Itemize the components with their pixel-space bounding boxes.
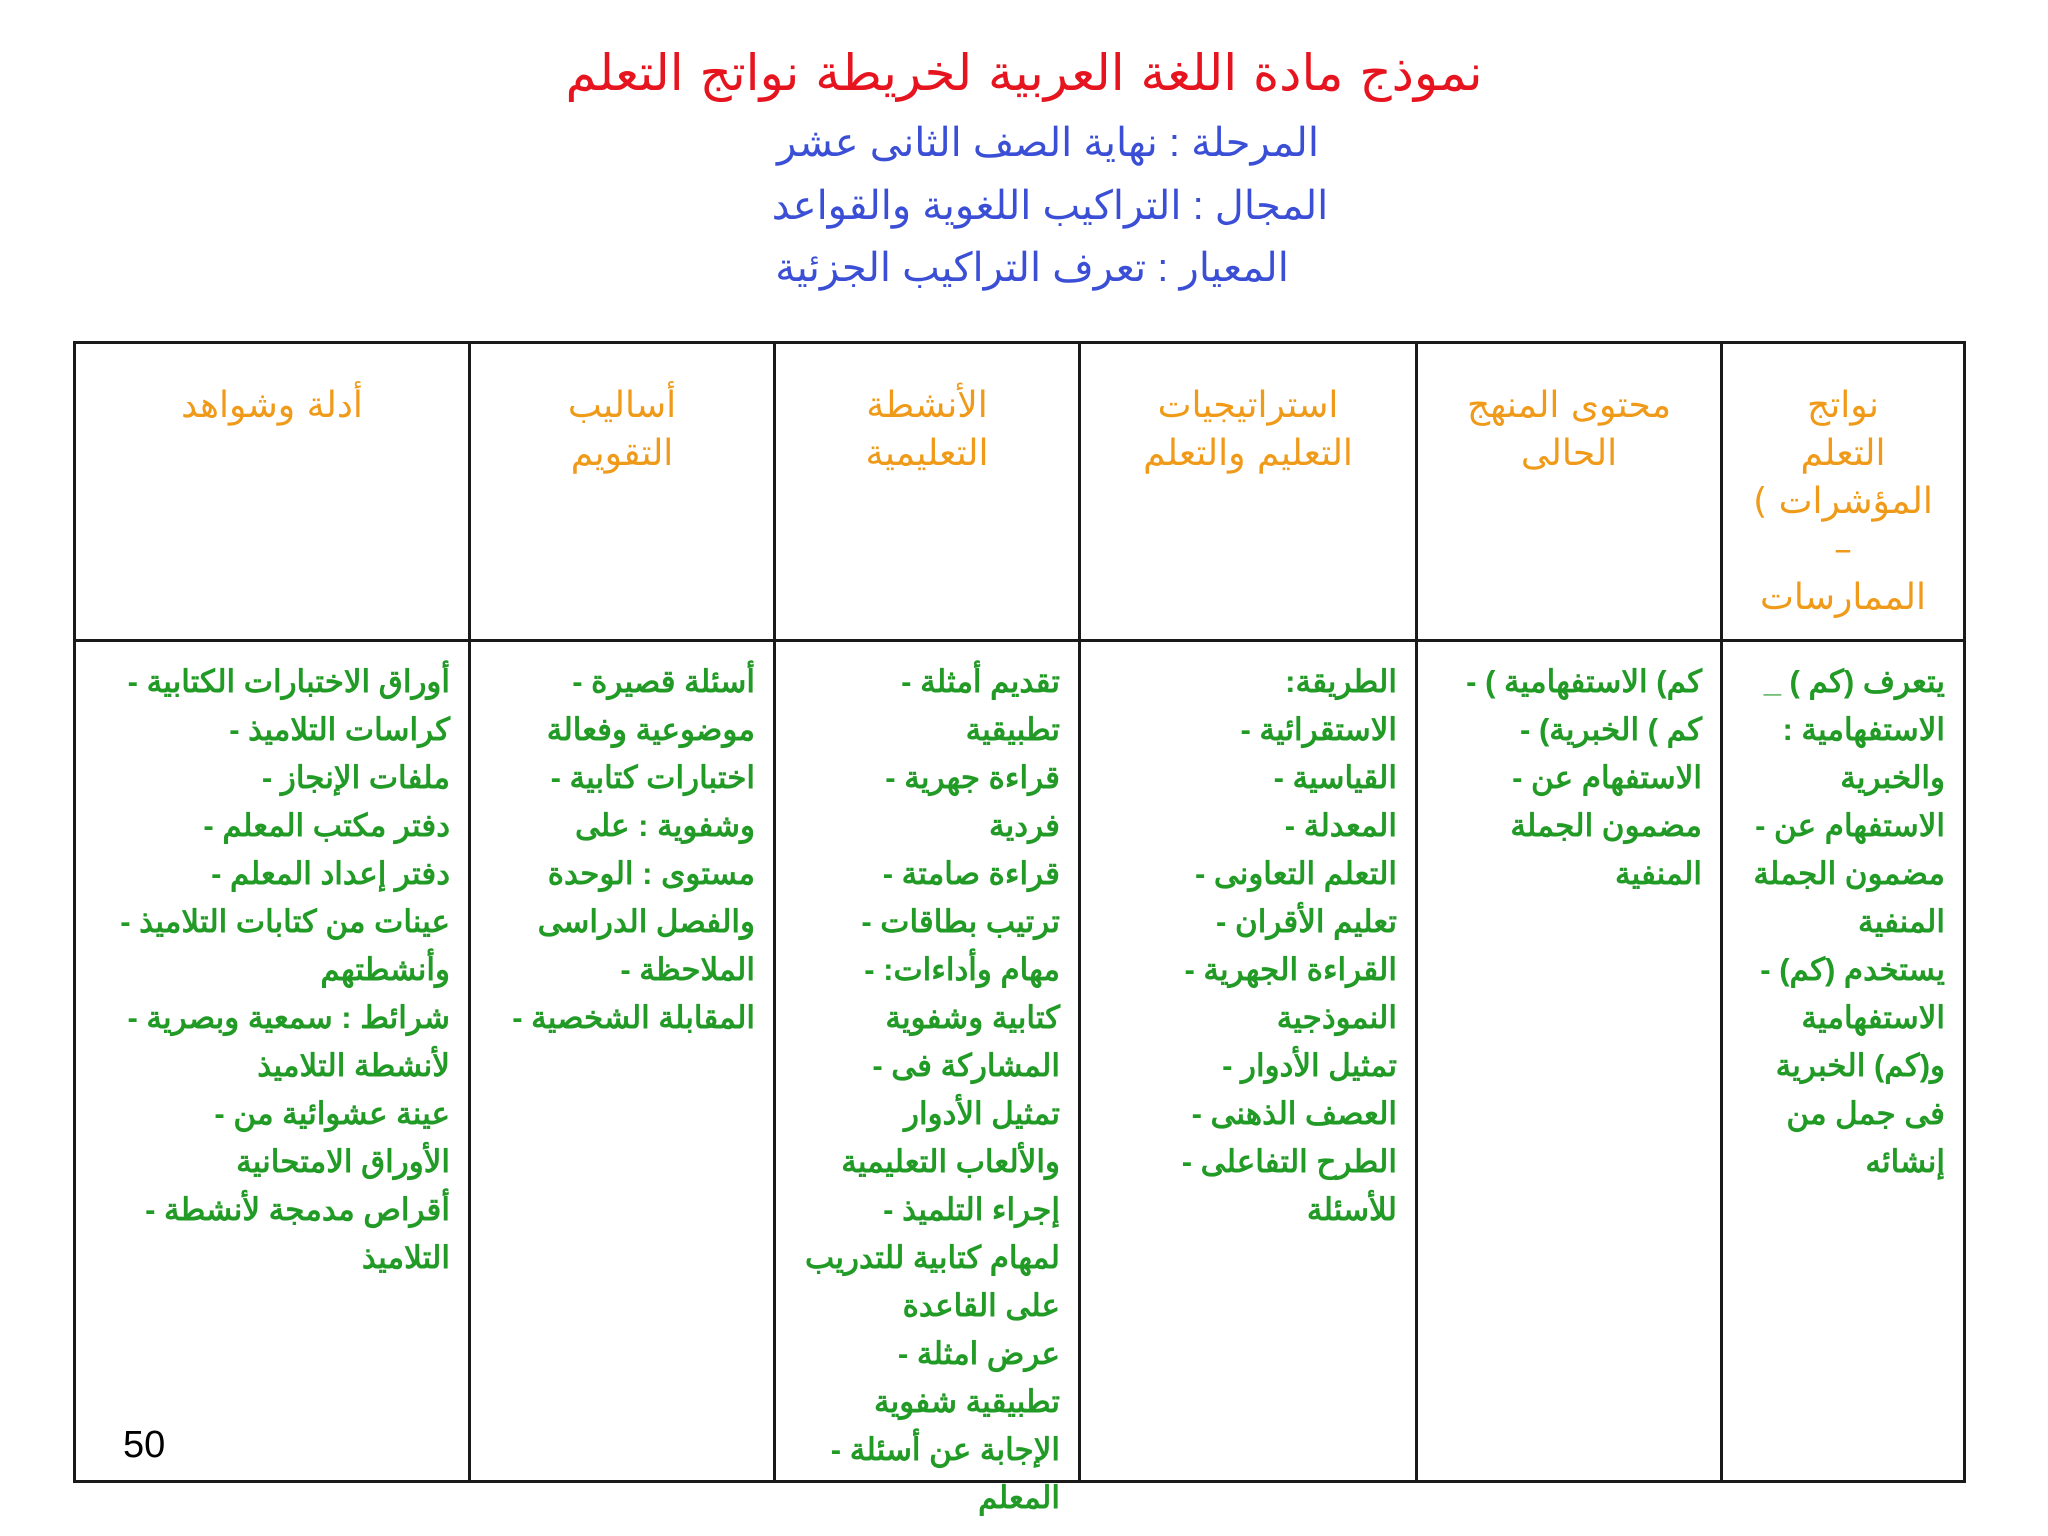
domain-line: المجال : التراكيب اللغوية والقواعد xyxy=(771,184,1329,228)
list-item: قراءة جهرية - xyxy=(885,760,1060,795)
list-item: الطريقة: xyxy=(1285,664,1397,699)
list-item: يتعرف (كم ) _ xyxy=(1763,664,1945,699)
header-cell-curriculum xyxy=(1417,343,1722,641)
list-item: قراءة صامتة - xyxy=(882,856,1060,891)
list-item: القراءة الجهرية - xyxy=(1184,952,1397,987)
list-item: كم) الاستفهامية ) - xyxy=(1466,664,1702,699)
header-line: استراتيجيات xyxy=(1157,385,1339,426)
list-item: المقابلة الشخصية - xyxy=(512,1000,755,1035)
list-item: الاستفهام عن - xyxy=(1512,760,1702,795)
header-line: التقويم xyxy=(570,433,674,474)
table-header-row xyxy=(75,343,1965,641)
strategies-list xyxy=(1081,642,1415,1480)
list-item: كم ) الخبرية) - xyxy=(1520,712,1702,747)
outcomes-list xyxy=(1723,642,1963,1480)
page-number: 50 xyxy=(123,1424,166,1466)
list-item: تقديم أمثلة - xyxy=(901,664,1060,699)
list-item: المشاركة فى - xyxy=(872,1048,1060,1083)
header-line: أساليب xyxy=(567,385,677,426)
header-line: أدلة وشواهد xyxy=(181,385,363,426)
standard-line: المعيار : تعرف التراكيب الجزئية xyxy=(775,246,1289,290)
list-item: النموذجية xyxy=(1276,1000,1397,1035)
header-strategies xyxy=(1081,344,1415,639)
body-cell-curriculum xyxy=(1417,641,1722,1482)
list-item: القياسية - xyxy=(1273,760,1397,795)
list-item: أقراص مدمجة لأنشطة - xyxy=(145,1192,450,1227)
list-item: وشفوية : على xyxy=(574,808,755,843)
list-item: المنفية xyxy=(1615,856,1702,891)
list-item: على القاعدة xyxy=(902,1288,1060,1323)
body-cell-outcomes xyxy=(1722,641,1965,1482)
list-item: التعلم التعاونى - xyxy=(1194,856,1397,891)
learning-outcomes-table xyxy=(73,341,1966,1515)
header-cell-activities xyxy=(775,343,1080,641)
list-item: أسئلة قصيرة - xyxy=(572,664,755,699)
list-item: والخبرية xyxy=(1840,760,1945,795)
list-item: الاستقرائية - xyxy=(1240,712,1397,747)
list-item: كتابية وشفوية xyxy=(885,1000,1060,1035)
list-item: الطرح التفاعلى - xyxy=(1181,1144,1397,1179)
list-item: مضمون الجملة xyxy=(1753,856,1945,891)
list-item: الاستفهامية : xyxy=(1782,712,1945,747)
header-curriculum xyxy=(1418,344,1720,639)
list-item: كراسات التلاميذ - xyxy=(229,712,450,747)
header-cell-outcomes xyxy=(1722,343,1965,641)
list-item: التلاميذ xyxy=(361,1240,450,1275)
list-item: لمهام كتابية للتدريب xyxy=(804,1240,1060,1275)
list-item: فى جمل من xyxy=(1786,1096,1945,1131)
list-item: الأوراق الامتحانية xyxy=(236,1144,450,1179)
list-item: أوراق الاختبارات الكتابية - xyxy=(127,664,450,699)
list-item: للأسئلة xyxy=(1306,1192,1397,1227)
header-cell-strategies xyxy=(1080,343,1417,641)
assessment-list xyxy=(471,642,773,1480)
header-activities xyxy=(776,344,1078,639)
curriculum-list xyxy=(1418,642,1720,1480)
list-item: و(كم) الخبرية xyxy=(1775,1048,1945,1083)
header-line: – xyxy=(1834,529,1852,570)
list-item: الإجابة عن أسئلة - xyxy=(830,1432,1060,1467)
list-item: ملفات الإنجاز - xyxy=(261,760,450,795)
stage-line: المرحلة : نهاية الصف الثانى عشر xyxy=(777,121,1319,165)
list-item: مضمون الجملة xyxy=(1510,808,1702,843)
list-item: اختبارات كتابية - xyxy=(550,760,755,795)
list-item: دفتر إعداد المعلم - xyxy=(211,856,450,891)
list-item: المعلم xyxy=(978,1480,1060,1515)
list-item: إنشائه xyxy=(1865,1144,1945,1179)
list-item: موضوعية وفعالة xyxy=(546,712,755,747)
list-item: عينة عشوائية من - xyxy=(214,1096,450,1131)
list-item: مستوى : الوحدة xyxy=(547,856,755,891)
list-item: تمثيل الأدوار xyxy=(904,1096,1060,1131)
list-item: الملاحظة - xyxy=(620,952,755,987)
header-line: الممارسات xyxy=(1760,577,1926,618)
page-title: نموذج مادة اللغة العربية لخريطة نواتج التعلم xyxy=(565,44,1483,102)
list-item: شرائط : سمعية وبصرية - xyxy=(127,1000,450,1035)
header-assessment xyxy=(471,344,773,639)
body-cell-activities xyxy=(775,641,1080,1515)
list-item: إجراء التلميذ - xyxy=(883,1192,1060,1227)
header-line: التعلم xyxy=(1800,433,1886,474)
list-item: عرض امثلة - xyxy=(897,1336,1060,1371)
list-item: عينات من كتابات التلاميذ - xyxy=(120,904,450,939)
body-cell-evidence xyxy=(75,641,470,1482)
list-item: ترتيب بطاقات - xyxy=(861,904,1060,939)
header-line: التعليم والتعلم xyxy=(1143,433,1353,474)
activities-list xyxy=(776,642,1078,1515)
header-line: التعليمية xyxy=(865,433,989,474)
list-item: الاستفهامية xyxy=(1801,1000,1945,1035)
header-line: نواتج xyxy=(1807,385,1879,426)
list-item: دفتر مكتب المعلم - xyxy=(203,808,450,843)
list-item: لأنشطة التلاميذ xyxy=(257,1048,450,1083)
header-cell-evidence xyxy=(75,343,470,641)
list-item: تطبيقية شفوية xyxy=(874,1384,1060,1419)
header-outcomes xyxy=(1723,344,1963,639)
table-body-row xyxy=(75,641,1965,1482)
list-item: والفصل الدراسى xyxy=(537,904,755,939)
evidence-list xyxy=(76,642,468,1480)
header-cell-assessment xyxy=(470,343,775,641)
header-line: الحالى xyxy=(1520,433,1618,474)
list-item: تعليم الأقران - xyxy=(1216,904,1397,939)
list-item: مهام وأداءات: - xyxy=(864,952,1060,987)
list-item: الاستفهام عن - xyxy=(1755,808,1945,843)
header-line: المؤشرات ) xyxy=(1753,481,1933,522)
list-item: يستخدم (كم) - xyxy=(1760,952,1945,987)
header-line: محتوى المنهج xyxy=(1466,385,1672,426)
body-cell-strategies xyxy=(1080,641,1417,1482)
list-item: العصف الذهنى - xyxy=(1191,1096,1397,1131)
list-item: فردية xyxy=(989,808,1060,843)
header-line: الأنشطة xyxy=(866,385,988,426)
body-cell-assessment xyxy=(470,641,775,1482)
list-item: المعدلة - xyxy=(1284,808,1397,843)
list-item: المنفية xyxy=(1858,904,1945,939)
header-evidence xyxy=(76,344,468,639)
list-item: تطبيقية xyxy=(965,712,1060,747)
list-item: تمثيل الأدوار - xyxy=(1222,1048,1397,1083)
list-item: والألعاب التعليمية xyxy=(841,1144,1060,1179)
list-item: وأنشطتهم xyxy=(320,952,450,987)
